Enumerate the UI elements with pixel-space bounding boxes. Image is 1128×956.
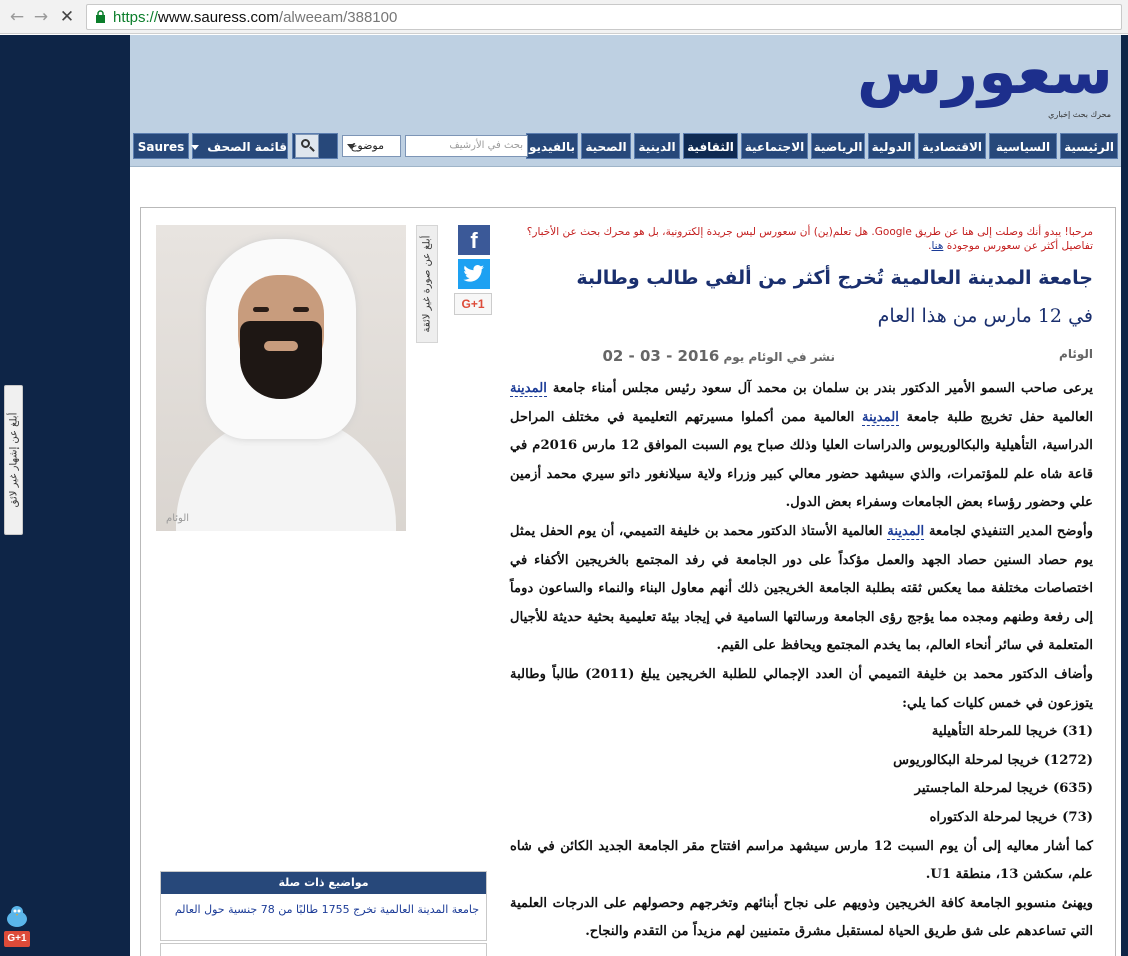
twitter-icon <box>463 264 485 284</box>
nav-item-religion[interactable]: الدينية <box>634 133 680 159</box>
nav-item-video[interactable]: بالفيديو <box>526 133 578 159</box>
nav-item-international[interactable]: الدولية <box>868 133 915 159</box>
nav-item-health[interactable]: الصحية <box>581 133 631 159</box>
nav-item-culture[interactable]: الثقافية <box>683 133 738 159</box>
nav-item-sports[interactable]: الرياضية <box>811 133 865 159</box>
article-body <box>510 375 1093 947</box>
article-title: جامعة المدينة العالمية تُخرج أكثر من ألفي طالب وطالبة <box>576 267 1093 289</box>
google-visitor-notice: مرحبا! يبدو أنك وصلت إلى هنا عن طريق Google. هل تعلم(ين) أن سعورس ليس جريدة إلكترونية، بل هو محرك بحث عن الأخبار؟ تفاصيل أكثر عن سعورس موجودة هنا. <box>526 226 1093 252</box>
list-item: (73) خريجا لمرحلة الدكتوراه <box>929 809 1093 825</box>
paragraph: وأوضح المدير التنفيذي لجامعة المدينة العالمية الأستاذ الدكتور محمد بن خليفة التميمي، أن يوم الحفل يمثل يوم حصاد السنين حصاد الجهد والعمل مؤكداً على دور الجامعة في رفد المجتمع بالخريجين الأكفاء في اختصاصات مختلفة مما يعكس ثقته بطلبة الجامعة الخريجين ذلك أنهم معاول البناء والنماء والساعون دوماً إلى رفعة وطنهم ومجده مما يؤجج رؤى الجامعة ورسالتها السامية في إيجاد بيئة تعليمية بحثية حديثة للأجيال المتعلمة في سائر أنحاء العالم، بما يخدم المجتمع ويحافظ على القيم. <box>510 523 1094 654</box>
list-item: (31) خريجا للمرحلة التأهيلية <box>931 724 1093 740</box>
address-bar[interactable] <box>86 4 1122 30</box>
archive-search-input[interactable]: بحث في الأرشيف <box>405 135 528 157</box>
photo-watermark: الوئام <box>166 513 190 524</box>
nav-item-economy[interactable]: الاقتصادية <box>918 133 986 159</box>
logo-text: سعورس <box>856 35 1113 108</box>
report-ad-tab[interactable]: أبلغ عن إشهار غير لائق <box>4 385 23 535</box>
article-date: نشر في الوئام يوم 02 - 03 - 2016 <box>602 347 835 365</box>
facebook-share-button[interactable]: f <box>458 225 490 255</box>
page-background <box>0 35 1128 956</box>
url-text: https://www.sauress.com/alweeam/388100 <box>113 9 398 26</box>
article-photo <box>156 225 406 531</box>
notice-link[interactable]: هنا <box>931 240 944 252</box>
googleplus-share-button[interactable]: G+1 <box>454 293 492 315</box>
side-googleplus-button[interactable]: G+1 <box>4 931 30 947</box>
keyword-link[interactable]: المدينة <box>887 523 925 539</box>
related-box-continuation <box>160 943 487 956</box>
newspapers-menu[interactable]: قائمة الصحف <box>192 133 288 159</box>
chevron-down-icon <box>347 144 355 149</box>
paragraph: يرعى صاحب السمو الأمير الدكتور بندر بن سلمان بن محمد آل سعود رئيس مجلس أمناء جامعة المدينة العالمية حفل تخريج طلبة جامعة المدينة العالمية ممن أكملوا مسيرتهم التعليمية في مختلف المراحل الدراسية، التأهيلية والبكالوريوس والدراسات العليا وذلك صباح يوم السبت الموافق 12 مارس 2016م في قاعة شاه علم للمؤتمرات، والذي سيشهد حضور معالي كبير وزراء ولاية سيلانغور داتو سيري محمد أزمين علي وحضور رؤساء بعض الجامعات وسفراء بعض الدول. <box>510 381 1094 511</box>
paragraph: كما أشار معاليه إلى أن يوم السبت 12 مارس سيشهد مراسم افتتاح مقر الجامعة الجديد الكائن في شاه علم، سكشن 13، منطقة U1. <box>510 838 1094 883</box>
site-logo[interactable] <box>853 35 1113 125</box>
article-subtitle: في 12 مارس من هذا العام <box>877 305 1093 327</box>
nav-item-politics[interactable]: السياسية <box>989 133 1057 159</box>
content-panel <box>130 35 1121 956</box>
article-source[interactable]: الوئام <box>1059 347 1093 361</box>
search-type-select[interactable]: موضوع <box>342 135 401 157</box>
back-arrow-icon[interactable]: ← <box>9 7 25 27</box>
main-navigation <box>130 127 1121 167</box>
browser-toolbar <box>0 0 1128 34</box>
related-topic-link[interactable]: جامعة المدينة العالمية تخرج 1755 طالبًا من 78 جنسية حول العالم <box>174 903 479 916</box>
stop-loading-icon[interactable]: ✕ <box>59 7 75 27</box>
nav-item-social[interactable]: الاجتماعية <box>741 133 808 159</box>
list-item: (1272) خريجا لمرحلة البكالوريوس <box>893 752 1093 768</box>
list-item: (635) خريجا لمرحلة الماجستير <box>914 781 1093 797</box>
keyword-link[interactable]: المدينة <box>862 409 899 425</box>
keyword-link[interactable]: المدينة <box>510 381 547 396</box>
related-topics-title: مواضيع ذات صلة <box>161 872 486 894</box>
dropdown-arrow-icon <box>191 145 199 150</box>
related-topics-box <box>160 871 487 941</box>
lock-icon <box>95 10 106 23</box>
paragraph: ويهنئ منسوبو الجامعة كافة الخريجين وذويهم على نجاح أبنائهم وتخرجهم وحصولهم على الدرجات العلمية التي تساعدهم على شق طريق الحياة لمستقبل مشرق متمنيين لهم مزيداً من التقدم والنجاح. <box>510 895 1093 940</box>
paragraph: وأضاف الدكتور محمد بن خليفة التميمي أن العدد الإجمالي للطلبة الخريجين يبلغ (2011) طالباً وطالبة يتوزعون في خمس كليات كما يلي: <box>510 666 1093 711</box>
article-meta <box>510 347 1093 367</box>
site-header <box>130 35 1121 127</box>
nav-item-home[interactable]: الرئيسية <box>1060 133 1118 159</box>
twitter-share-button[interactable] <box>458 259 490 289</box>
saures-menu[interactable]: Saures <box>133 133 189 159</box>
logo-tagline: محرك بحث إخباري <box>1048 110 1111 119</box>
report-image-button[interactable]: أبلغ عن صورة غير لائقة <box>416 225 438 343</box>
twitter-bird-icon[interactable] <box>4 905 30 929</box>
search-button[interactable] <box>295 134 319 158</box>
forward-arrow-icon[interactable]: → <box>33 7 49 27</box>
